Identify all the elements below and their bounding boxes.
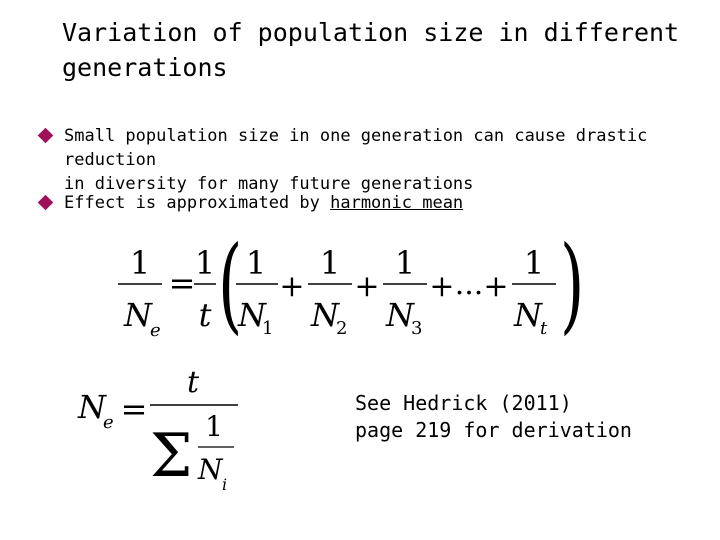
reference-line-1: See Hedrick (2011) [355,391,572,415]
bullet-2-prefix: Effect is approximated by [64,193,331,213]
eq1-Nt-symbol: N [514,296,542,334]
eq2-inner-numerator: 1 [205,410,223,443]
diamond-bullet-icon [38,128,54,144]
eq1-t: t [198,296,212,334]
eq1-numerator-N3: 1 [394,244,416,282]
eq1-Ne-symbol: N [124,296,152,334]
eq1-numerator-Nt: 1 [523,244,545,282]
eq1-close-paren: ) [560,236,585,346]
eq1-N2-subscript: 2 [336,318,348,339]
eq1-numerator-1: 1 [129,244,151,282]
title-line-1: Variation of population size in different [62,18,680,47]
eq1-N1-symbol: N [238,296,266,334]
bullet-item-2 [40,191,710,215]
eq1-plus-4: + [483,269,509,304]
eq1-Ne-subscript: e [150,320,161,341]
eq1-plus-2: + [354,269,380,304]
title-line-2: generations [62,53,228,82]
eq1-Nt-subscript: t [540,318,548,339]
eq1-N1-subscript: 1 [262,318,274,339]
reference-note [355,390,632,444]
eq1-ellipsis: ... [454,267,484,302]
harmonic-mean-equation [110,236,590,346]
bullet-1-line-1: Small population size in one generation can cause drastic reduction [64,126,648,170]
eq1-N3-subscript: 3 [411,318,423,339]
harmonic-mean-link[interactable]: harmonic mean [330,193,464,213]
eq2-Ni-subscript: i [222,475,228,494]
slide-title [62,15,682,85]
eq2-Ne-subscript: e [103,412,114,433]
eq2-equals: = [120,390,148,428]
reference-line-2: page 219 for derivation [355,418,632,442]
bullet-2-text [64,191,710,215]
eq2-sigma: Σ [150,421,193,491]
eq1-N2-symbol: N [311,296,339,334]
eq1-N3-symbol: N [386,296,414,334]
eq1-numerator-N2: 1 [319,244,341,282]
eq2-numerator-t: t [186,368,200,400]
eq1-numerator-N1: 1 [245,244,267,282]
bullet-1-line-2: in diversity for many future generations [64,174,474,194]
bullet-item-1 [40,124,710,196]
eq2-Ni-symbol: N [198,453,223,486]
eq1-plus-3: + [429,269,455,304]
effective-size-equation [72,368,272,498]
eq1-equals: = [168,264,196,302]
diamond-bullet-icon [38,195,54,211]
eq2-Ne-symbol: N [78,388,106,426]
eq1-open-paren: ( [218,236,243,346]
eq1-plus-1: + [279,269,305,304]
eq1-numerator-2: 1 [194,244,216,282]
